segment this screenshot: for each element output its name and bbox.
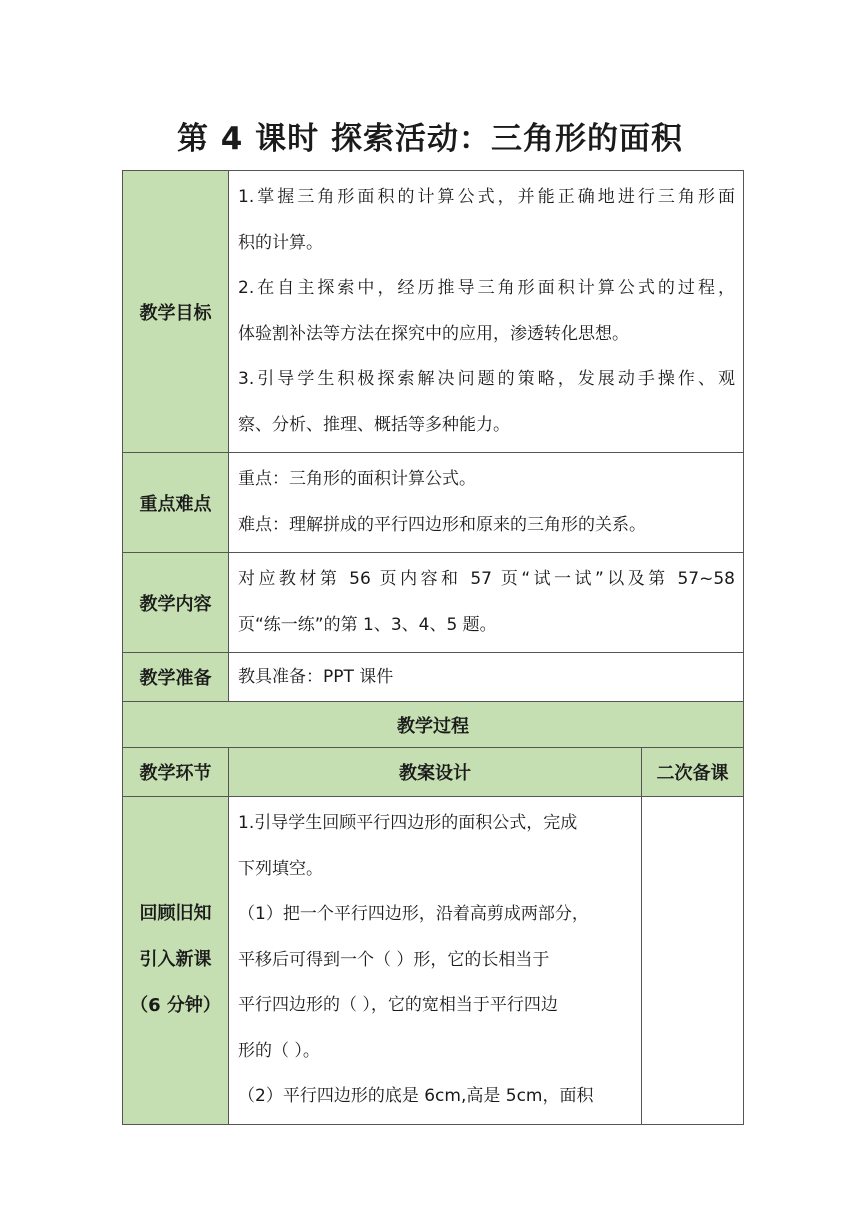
stage1-notes[interactable]: [642, 797, 744, 1125]
objectives-line: 3.引导学生积极探索解决问题的策略，发展动手操作、观: [238, 369, 735, 389]
stage1-line: （2）平行四边形的底是 6cm,高是 5cm，面积: [238, 1086, 594, 1106]
stage1-design: [229, 797, 642, 1125]
lesson-plan-table: [122, 170, 744, 1125]
objectives-line: 1.掌握三角形面积的计算公式，并能正确地进行三角形面: [238, 187, 735, 207]
objectives-line: 2.在自主探索中，经历推导三角形面积计算公式的过程，: [238, 278, 735, 298]
key-points-line: 重点：三角形的面积计算公式。: [238, 469, 476, 489]
objectives-line: 察、分析、推理、概括等多种能力。: [238, 414, 510, 435]
stage1-label-line: 引入新课: [139, 949, 212, 971]
content-line: 对应教材第 56 页内容和 57 页“试一试”以及第 57~58: [238, 569, 735, 589]
key-points-line: 难点：理解拼成的平行四边形和原来的三角形的关系。: [238, 514, 646, 535]
stage1-line: 平行四边形的（ ），它的宽相当于平行四边: [238, 995, 558, 1015]
content-label: 教学内容: [123, 553, 229, 653]
preparation-text: 教具准备：PPT 课件: [238, 667, 394, 687]
process-title-row: [123, 702, 744, 748]
stage1-line: 1.引导学生回顾平行四边形的面积公式，完成: [238, 813, 578, 833]
preparation-label: 教学准备: [123, 653, 229, 702]
design-header: 教案设计: [229, 748, 642, 797]
objectives-line: 体验割补法等方法在探究中的应用，渗透转化思想。: [238, 323, 629, 344]
key-points-row: [123, 453, 744, 553]
objectives-line: 积的计算。: [238, 232, 323, 253]
preparation-row: [123, 653, 744, 702]
preparation-content: [229, 653, 744, 702]
key-points-label: 重点难点: [123, 453, 229, 553]
page-title: 第 4 课时 探索活动：三角形的面积: [177, 121, 683, 157]
stage1-row: [123, 797, 744, 1125]
notes-header: 二次备课: [642, 748, 744, 797]
objectives-content: [229, 171, 744, 453]
objectives-label: 教学目标: [123, 171, 229, 453]
stage1-label-line: （6 分钟）: [130, 995, 221, 1017]
content-line: 页“练一练”的第 1、3、4、5 题。: [238, 614, 497, 635]
objectives-row: [123, 171, 744, 453]
key-points-content: [229, 453, 744, 553]
stage1-line: 平移后可得到一个（ ）形，它的长相当于: [238, 949, 550, 970]
process-title: 教学过程: [123, 702, 744, 748]
content-content: [229, 553, 744, 653]
stage1-line: （1）把一个平行四边形，沿着高剪成两部分，: [238, 904, 589, 924]
stage-header: 教学环节: [123, 748, 229, 797]
stage1-label-line: 回顾旧知: [139, 903, 212, 925]
process-header-row: [123, 748, 744, 797]
content-row: [123, 553, 744, 653]
stage1-line: 下列填空。: [238, 858, 323, 879]
stage1-line: 形的（ ）。: [238, 1040, 320, 1061]
stage1-label: [123, 797, 229, 1125]
